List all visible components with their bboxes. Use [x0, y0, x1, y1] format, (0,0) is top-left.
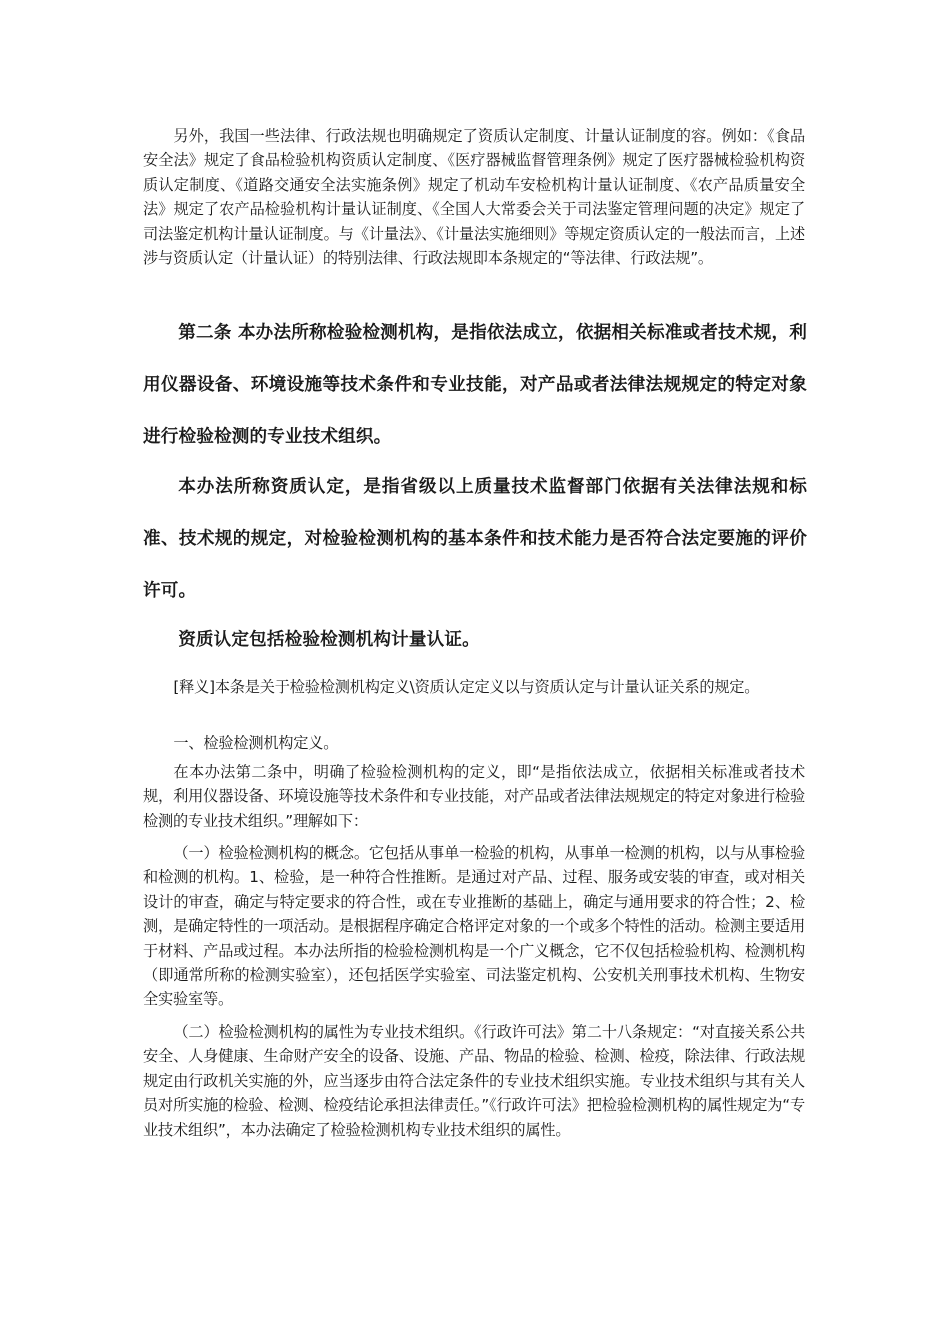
paragraph-interpretation: [释义]本条是关于检验检测机构定义\资质认定定义以与资质认定与计量认证关系的规定。 [173, 678, 760, 696]
article-2-definition: 第二条 本办法所称检验检测机构，是指依法成立，依据相关标准或者技术规，利用仪器设备、环境设施等技术条件和专业技能，对产品或者法律法规规定的特定对象进行检验检测的专业技术组织。 [143, 323, 807, 447]
article-2-metrology: 资质认定包括检验检测机构计量认证。 [178, 630, 480, 650]
paragraph-attribute: （二）检验检测机构的属性为专业技术组织。《行政许可法》第二十八条规定：“对直接关系公共安全、人身健康、生命财产安全的设备、设施、产品、物品的检验、检测、检疫，除法律、行政法规规定由行政机关实施的外，应当逐步由符合法定条件的专业技术组织实施。专业技术组织与其有关人员对所实施的检验、检测、检疫结论承担法律责任。”《行政许可法》把检验检测机构的属性规定为“专业技术组织”，本办法确定了检验检测机构专业技术组织的属性。 [143, 1023, 805, 1139]
section-heading-1: 一、检验检测机构定义。 [173, 734, 339, 752]
paragraph-definition-quote: 在本办法第二条中，明确了检验检测机构的定义，即“是指依法成立，依据相关标准或者技术规，利用仪器设备、环境设施等技术条件和专业技能，对产品或者法律法规规定的特定对象进行检验检测的专业技术组织。”理解如下： [143, 763, 805, 830]
article-2-qualification: 本办法所称资质认定，是指省级以上质量技术监督部门依据有关法律法规和标准、技术规的规定，对检验检测机构的基本条件和技术能力是否符合法定要施的评价许可。 [143, 477, 807, 601]
paragraph-laws-overview: 另外，我国一些法律、行政法规也明确规定了资质认定制度、计量认证制度的容。例如：《食品安全法》规定了食品检验机构资质认定制度、《医疗器械监督管理条例》规定了医疗器械检验机构资质认定制度、《道路交通安全法实施条例》规定了机动车安检机构计量认证制度、《农产品质量安全法》规定了农产品检验机构计量认证制度、《全国人大常委会关于司法鉴定管理问题的决定》规定了司法鉴定机构计量认证制度。与《计量法》、《计量法实施细则》等规定资质认定的一般法而言，上述涉与资质认定（计量认证）的特别法律、行政法规即本条规定的“等法律、行政法规”。 [143, 127, 805, 268]
paragraph-concept: （一）检验检测机构的概念。它包括从事单一检验的机构，从事单一检测的机构，以与从事检验和检测的机构。1、检验，是一种符合性推断。是通过对产品、过程、服务或安装的审查，或对相关设计的审查，确定与特定要求的符合性，或在专业推断的基础上，确定与通用要求的符合性；2、检测，是确定特性的一项活动。是根据程序确定合格评定对象的一个或多个特性的活动。检测主要适用于材料、产品或过程。本办法所指的检验检测机构是一个广义概念，它不仅包括检验机构、检测机构（即通常所称的检测实验室），还包括医学实验室、司法鉴定机构、公安机关刑事技术机构、生物安全实验室等。 [143, 844, 805, 1009]
